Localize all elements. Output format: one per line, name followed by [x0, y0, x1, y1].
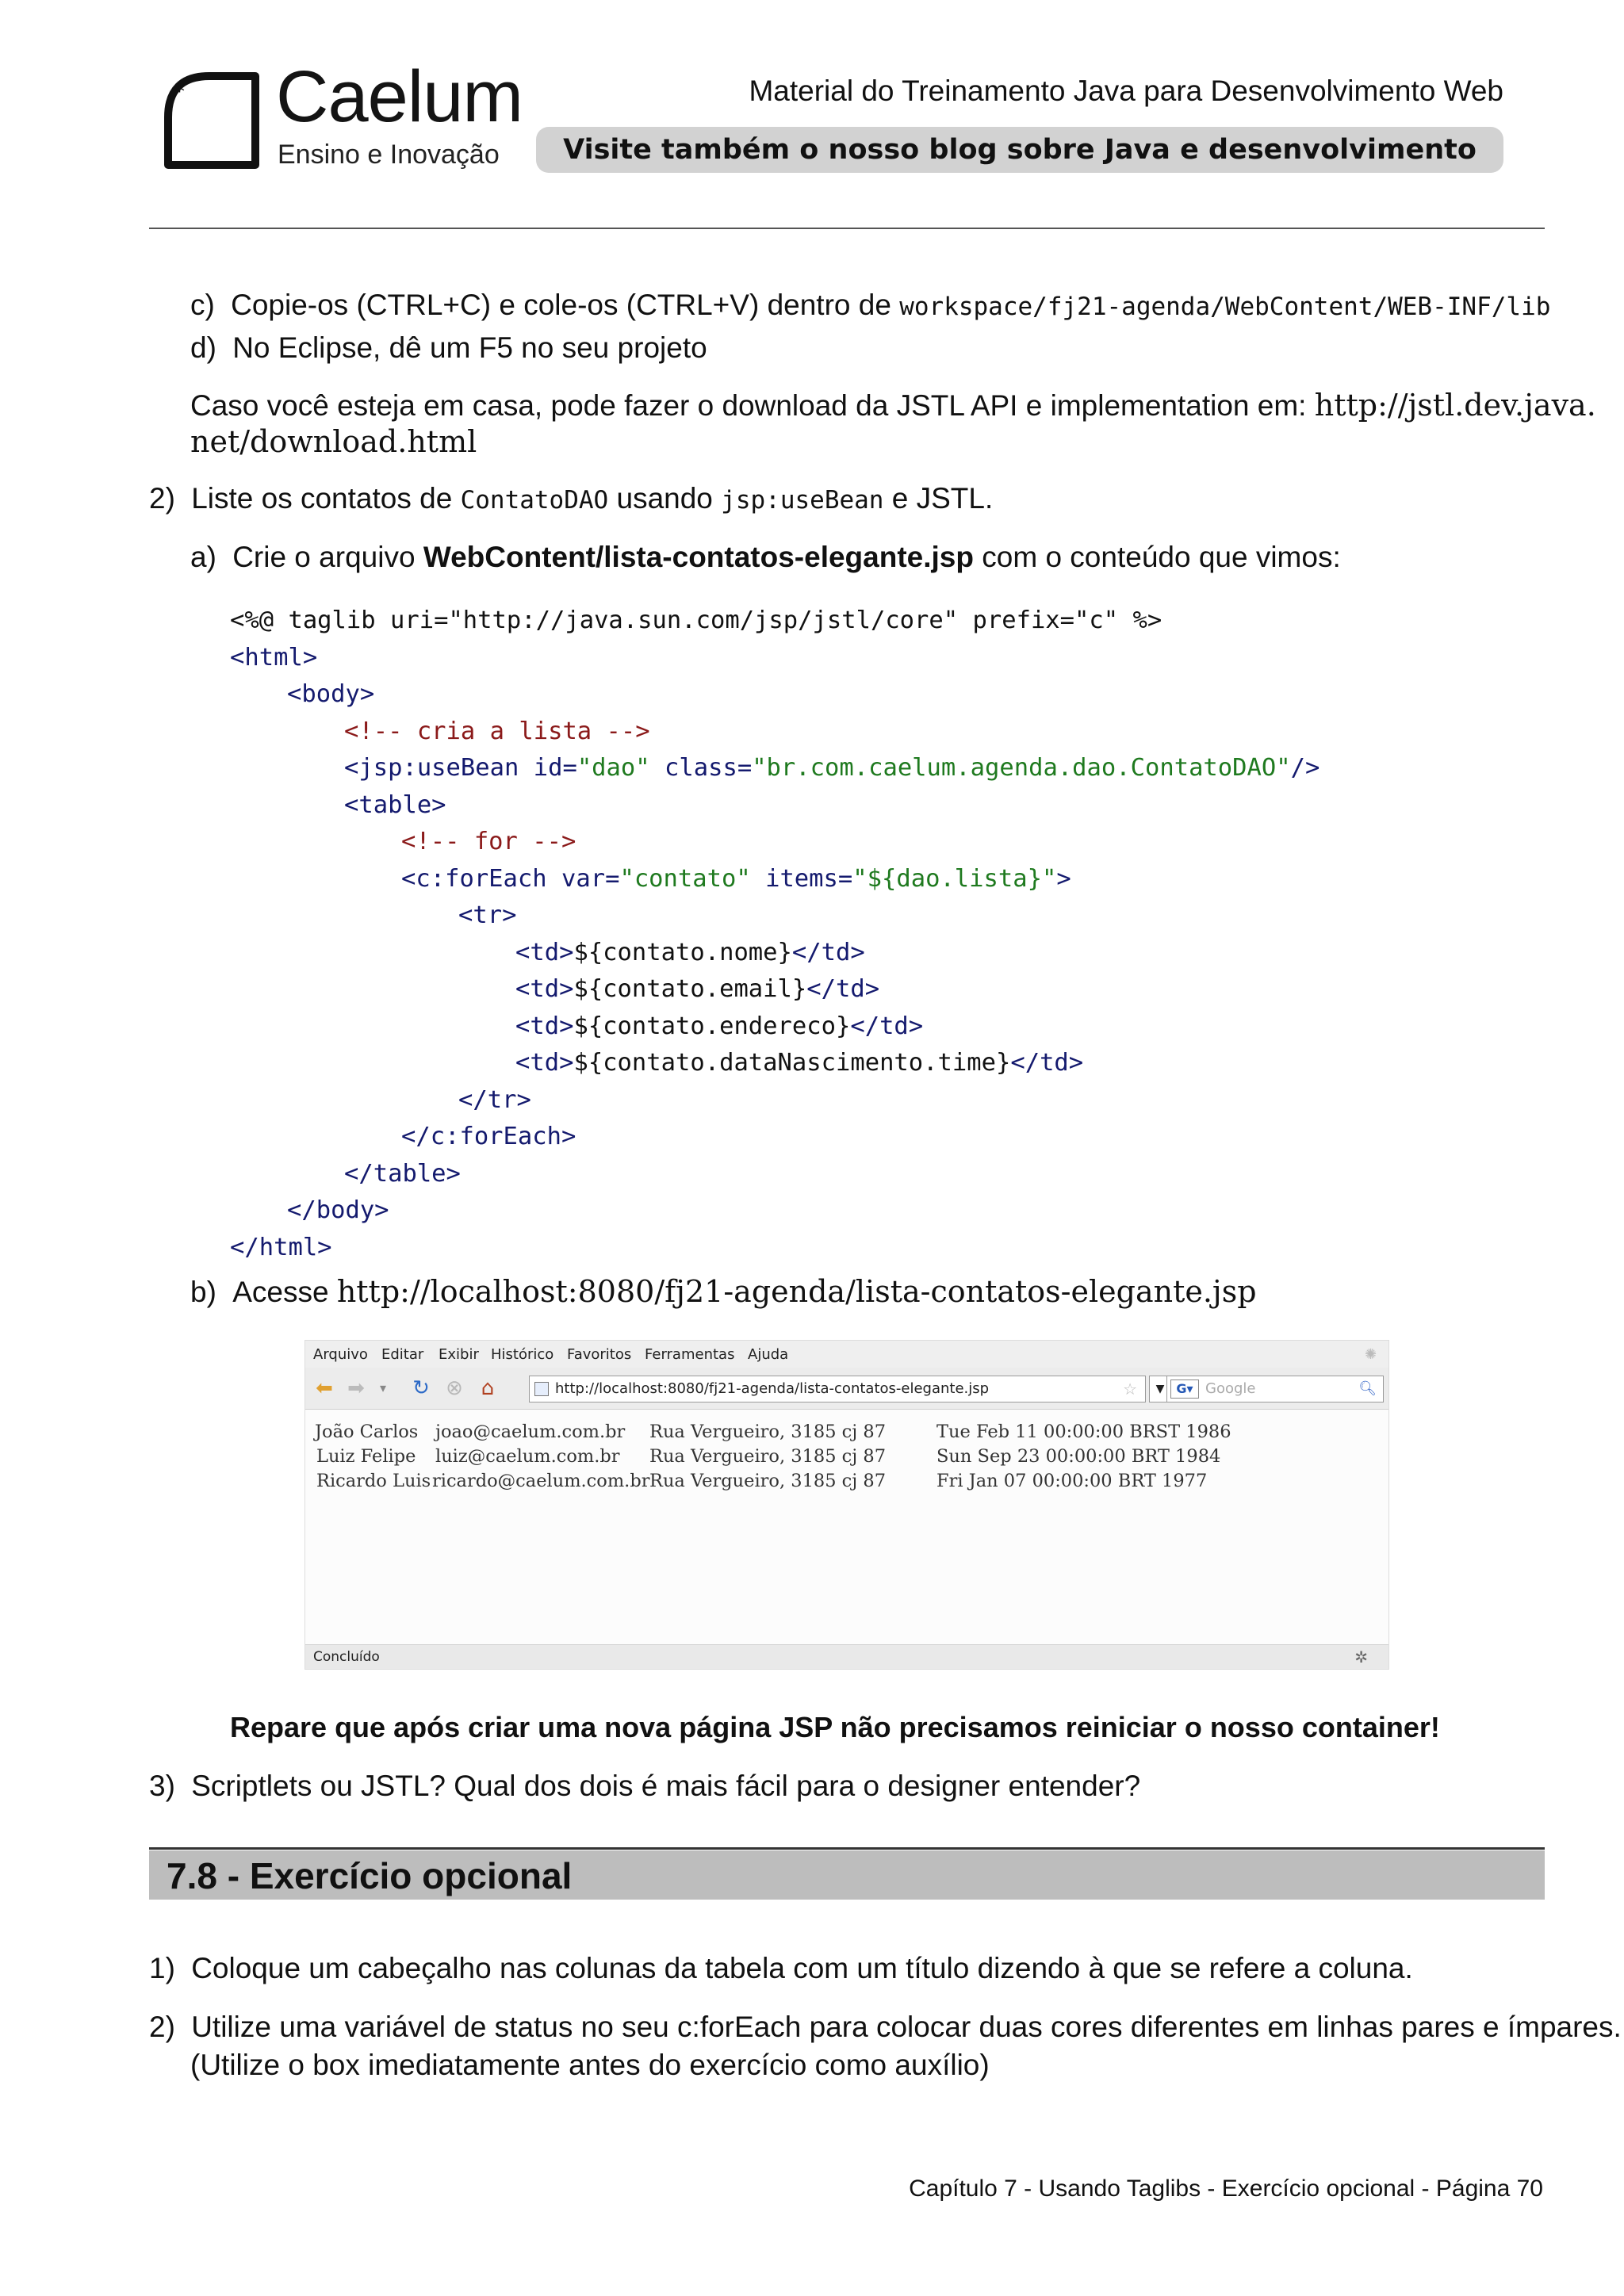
- code-td-close: </td>: [1010, 1049, 1084, 1077]
- step-2-text-c: e JSTL.: [891, 482, 994, 515]
- cell-nome: Luiz Felipe: [316, 1446, 416, 1467]
- code-comment-for: <!-- for -->: [401, 828, 576, 855]
- menu-historico[interactable]: Histórico: [491, 1346, 554, 1363]
- code-line: [230, 1156, 1320, 1193]
- code-usebean-close: />: [1290, 754, 1320, 782]
- addon-icon[interactable]: ✲: [1354, 1647, 1368, 1667]
- logo-tagline: Ensino e Inovação: [278, 140, 500, 170]
- code-line: [230, 640, 1320, 677]
- header-title: Material do Treinamento Java para Desenvolvimento Web: [749, 75, 1503, 107]
- caelum-logo-icon: [159, 68, 262, 171]
- exercise-2: [149, 2009, 1622, 2045]
- code-line: [230, 1230, 1320, 1267]
- code-el-data: ${contato.dataNascimento.time}: [573, 1049, 1011, 1077]
- home-download-paragraph: [190, 387, 1596, 425]
- code-td-close: </td>: [806, 975, 880, 1003]
- code-foreach-tag: <c:forEach var=: [401, 864, 620, 893]
- stop-icon[interactable]: ⊗: [446, 1376, 463, 1400]
- step-2b-text: Acesse: [232, 1276, 329, 1308]
- url-dropdown-icon[interactable]: ▼: [1149, 1376, 1171, 1402]
- exercise-2-label: 2): [149, 2011, 175, 2043]
- forward-icon[interactable]: ➡: [347, 1376, 365, 1400]
- step-c-text: Copie-os (CTRL+C) e cole-os (CTRL+V) dentro de: [231, 289, 891, 321]
- code-line: [230, 861, 1320, 898]
- code-html-open: <html>: [230, 643, 318, 672]
- code-line: [230, 750, 1320, 787]
- code-tr-close: </tr>: [458, 1085, 531, 1114]
- menu-ajuda[interactable]: Ajuda: [748, 1346, 789, 1363]
- throbber-icon: ✺: [1365, 1346, 1377, 1363]
- url-text: http://localhost:8080/fj21-agenda/lista-contatos-elegante.jsp: [555, 1380, 990, 1397]
- code-el-nome: ${contato.nome}: [573, 938, 792, 966]
- step-3: [149, 1768, 1140, 1804]
- step-2-code-usebean: jsp:useBean: [721, 486, 884, 515]
- code-table-close: </table>: [344, 1159, 461, 1188]
- step-2b: [190, 1273, 1257, 1311]
- cell-nome: João Carlos: [315, 1422, 419, 1442]
- step-2a-label: a): [190, 541, 216, 573]
- code-td-open: <td>: [515, 975, 574, 1003]
- section-title: 7.8 - Exercício opcional: [167, 1855, 573, 1896]
- code-el-endereco: ${contato.endereco}: [573, 1012, 851, 1040]
- google-engine-icon[interactable]: G▾: [1170, 1380, 1199, 1399]
- step-c-path: workspace/fj21-agenda/WebContent/WEB-INF/lib: [899, 293, 1551, 321]
- code-line: [230, 935, 1320, 972]
- browser-toolbar: [305, 1368, 1388, 1410]
- search-placeholder: Google: [1205, 1380, 1256, 1397]
- step-3-label: 3): [149, 1770, 175, 1802]
- step-d: [190, 330, 707, 366]
- step-3-text: Scriptlets ou JSTL? Qual dos dois é mais fácil para o designer entender?: [191, 1770, 1141, 1802]
- exercise-2-text: Utilize uma variável de status no seu c:forEach para colocar duas cores diferentes em linhas pares e ímpares.: [191, 2011, 1622, 2043]
- header-divider: [149, 228, 1545, 229]
- cell-email: luiz@caelum.com.br: [435, 1446, 620, 1467]
- code-body-close: </body>: [287, 1196, 389, 1224]
- jstl-download-link[interactable]: http://jstl.dev.java.: [1314, 388, 1596, 423]
- menu-ferramentas[interactable]: Ferramentas: [645, 1346, 735, 1363]
- home-download-text: Caso você esteja em casa, pode fazer o download da JSTL API e implementation em:: [190, 389, 1307, 422]
- search-icon[interactable]: 🔍︎: [1358, 1380, 1377, 1397]
- cell-data: Tue Feb 11 00:00:00 BRST 1986: [936, 1422, 1231, 1442]
- code-line: [230, 603, 1320, 640]
- step-2a-file: WebContent/lista-contatos-elegante.jsp: [423, 541, 974, 573]
- exercise-1-label: 1): [149, 1952, 175, 1984]
- menu-favoritos[interactable]: Favoritos: [567, 1346, 632, 1363]
- status-text: Concluído: [313, 1649, 380, 1665]
- code-foreach-close: </c:forEach>: [401, 1123, 576, 1150]
- cell-email: joao@caelum.com.br: [435, 1422, 626, 1442]
- search-box[interactable]: [1166, 1376, 1384, 1402]
- browser-statusbar: [305, 1644, 1388, 1669]
- code-html-close: </html>: [230, 1233, 332, 1261]
- code-line: [230, 897, 1320, 935]
- back-icon[interactable]: ⬅: [316, 1376, 333, 1400]
- exercise-1: [149, 1950, 1413, 1987]
- code-usebean-tag: <jsp:useBean id=: [344, 754, 577, 782]
- exercise-2-hint: (Utilize o box imediatamente antes do exercício como auxílio): [190, 2049, 990, 2081]
- step-2a: [190, 539, 1341, 576]
- code-line: [230, 676, 1320, 714]
- localhost-link[interactable]: http://localhost:8080/fj21-agenda/lista-contatos-elegante.jsp: [336, 1274, 1257, 1309]
- code-usebean-class-attr: class=: [649, 754, 753, 782]
- code-line: [230, 1119, 1320, 1156]
- code-body-open: <body>: [287, 680, 375, 708]
- step-2-code-dao: ContatoDAO: [460, 486, 609, 515]
- code-usebean-class: "br.com.caelum.agenda.dao.ContatoDAO": [752, 754, 1291, 782]
- home-icon[interactable]: ⌂: [481, 1376, 495, 1400]
- cell-nome: Ricardo Luis: [316, 1471, 431, 1491]
- note-text: Repare que após criar uma nova página JSP não precisamos reiniciar o nosso container!: [230, 1711, 1440, 1743]
- code-line: [230, 714, 1320, 751]
- step-2-label: 2): [149, 482, 175, 515]
- browser-screenshot: [304, 1340, 1389, 1670]
- code-line: [230, 787, 1320, 825]
- cell-data: Sun Sep 23 00:00:00 BRT 1984: [936, 1446, 1221, 1467]
- favicon-icon: [534, 1382, 549, 1396]
- step-2a-text1: Crie o arquivo: [232, 541, 416, 573]
- cell-endereco: Rua Vergueiro, 3185 cj 87: [649, 1471, 887, 1491]
- menu-arquivo[interactable]: Arquivo: [313, 1346, 368, 1363]
- blog-banner[interactable]: Visite também o nosso blog sobre Java e desenvolvimento: [536, 127, 1503, 173]
- code-usebean-id: "dao": [576, 754, 650, 782]
- code-line: [230, 971, 1320, 1008]
- code-foreach-var: "contato": [619, 864, 751, 893]
- exercise-1-text: Coloque um cabeçalho nas colunas da tabela com um título dizendo à que se refere a coluna.: [191, 1952, 1413, 1984]
- step-c-label: c): [190, 289, 215, 321]
- code-td-open: <td>: [515, 1049, 574, 1077]
- step-2-text-a: Liste os contatos de: [191, 482, 453, 515]
- jstl-download-link-cont[interactable]: net/download.html: [190, 424, 477, 459]
- code-tr-open: <tr>: [458, 901, 517, 929]
- code-line: [230, 1008, 1320, 1046]
- code-comment-lista: <!-- cria a lista -->: [344, 717, 650, 745]
- cell-endereco: Rua Vergueiro, 3185 cj 87: [649, 1446, 887, 1467]
- code-line: [230, 1082, 1320, 1119]
- code-taglib: <%@ taglib uri="http://java.sun.com/jsp/jstl/core" prefix="c" %>: [230, 607, 1162, 634]
- svg-text:*: *: [174, 80, 185, 104]
- code-td-close: </td>: [850, 1012, 924, 1040]
- step-d-label: d): [190, 331, 216, 364]
- step-c: [190, 287, 1550, 323]
- code-foreach-items: "${dao.lista}": [852, 864, 1057, 893]
- cell-endereco: Rua Vergueiro, 3185 cj 87: [649, 1422, 887, 1442]
- logo-name: Caelum: [276, 56, 523, 137]
- code-line: [230, 1192, 1320, 1230]
- page-footer: Capítulo 7 - Usando Taglibs - Exercício opcional - Página 70: [909, 2175, 1543, 2202]
- url-bar[interactable]: [529, 1376, 1146, 1402]
- code-td-close: </td>: [791, 938, 865, 966]
- step-2: [149, 480, 993, 517]
- code-block: [230, 603, 1320, 1266]
- code-table-open: <table>: [344, 790, 446, 819]
- code-foreach-gt: >: [1056, 864, 1071, 893]
- code-foreach-items-attr: items=: [750, 864, 853, 893]
- reload-icon[interactable]: ↻: [412, 1376, 430, 1400]
- code-td-open: <td>: [515, 1012, 574, 1040]
- cell-data: Fri Jan 07 00:00:00 BRT 1977: [936, 1471, 1208, 1491]
- step-2b-label: b): [190, 1276, 216, 1308]
- step-2a-text2: com o conteúdo que vimos:: [982, 541, 1341, 573]
- code-line: [230, 824, 1320, 861]
- history-dropdown-icon[interactable]: ▾: [379, 1380, 387, 1395]
- browser-menubar: [305, 1341, 1388, 1368]
- step-d-text: No Eclipse, dê um F5 no seu projeto: [232, 331, 707, 364]
- section-divider: [149, 1847, 1545, 1850]
- menu-exibir[interactable]: Exibir: [439, 1346, 479, 1363]
- menu-editar[interactable]: Editar: [381, 1346, 424, 1363]
- step-2-text-b: usando: [616, 482, 713, 515]
- code-el-email: ${contato.email}: [573, 975, 807, 1003]
- cell-email: ricardo@caelum.com.br: [432, 1471, 650, 1491]
- bookmark-star-icon[interactable]: ☆: [1123, 1380, 1137, 1399]
- code-line: [230, 1045, 1320, 1082]
- code-td-open: <td>: [515, 938, 574, 966]
